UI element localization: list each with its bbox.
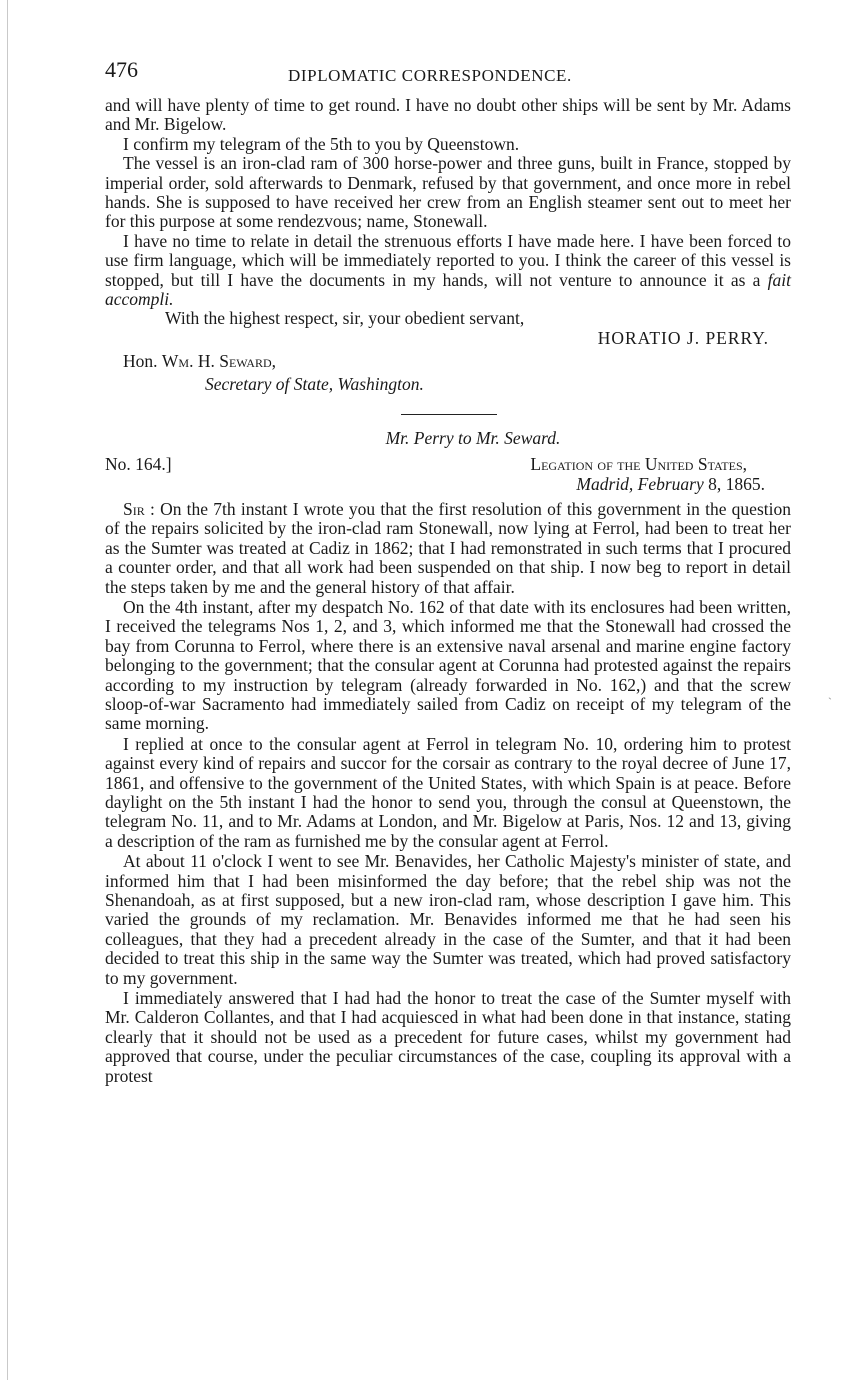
addressee-prefix: Hon. bbox=[123, 351, 162, 372]
paragraph bbox=[105, 500, 791, 597]
page-header bbox=[105, 57, 791, 96]
document-page bbox=[105, 57, 791, 1086]
paragraph: I confirm my telegram of the 5th to you by Queenstown. bbox=[123, 133, 520, 154]
paragraph: I immediately answered that I had had the honor to treat the case of the Sumter myself with Mr. Calderon Collantes, and that I had acquiesced in what had been done in that instance, stating clearly that it should not be used as a precedent for future cases, whilst my government had approved that course, under the peculiar circumstances of the case, coupling its approval with a protest bbox=[105, 988, 791, 1086]
salutation: Sir : bbox=[123, 498, 155, 519]
dateline bbox=[105, 475, 765, 494]
signature: HORATIO J. PERRY. bbox=[597, 327, 769, 348]
letter-perry-to-seward bbox=[105, 429, 791, 1086]
paragraph-text: On the 7th instant I wrote you that the first resolution of this government in the question of the repairs solicited by the iron-clad ram Stonewall, now lying at Ferrol, had been to treat her as the Sumter was treated at Cadiz in 1862; that I had remonstrated in such terms that I procured a counter order, and that all work had been suspended on that ship. I now beg to report in detail the steps taken by me and the general history of that affair. bbox=[105, 498, 791, 597]
paragraph: At about 11 o'clock I went to see Mr. Benavides, her Catholic Majesty's minister of state, and informed him that I had been misinformed the day before; that the rebel ship was not the Shenandoah, as at first supposed, but a new iron-clad ram, whose description I gave him. This varied the grounds of my reclamation. Mr. Benavides informed me that he had seen his colleagues, that they had a precedent already in the case of the Sumter, and that it had been decided to treat this ship in the same way the Sumter was treated, which had proved satisfactory to my government. bbox=[105, 851, 791, 988]
margin-speck: ˏ bbox=[828, 686, 832, 700]
letter-continuation bbox=[105, 96, 791, 394]
paragraph-text: I have no time to relate in detail the strenuous efforts I have made here. I have been forced to use firm language, which will be immediately reported to you. I think the career of this vessel is stopped, but till I have the documents in my hands, will not venture to announce it as a bbox=[105, 230, 791, 290]
legation-line: Legation of the United States, bbox=[530, 453, 747, 474]
paragraph: The vessel is an iron-clad ram of 300 horse-power and three guns, built in France, stopped by imperial order, sold afterwards to Denmark, refused by that government, and once more in rebel hands. She is supposed to have received her crew from an English steamer sent out to meet her for this purpose at some rendezvous; name, Stonewall. bbox=[105, 153, 791, 232]
letter-heading: Mr. Perry to Mr. Seward. bbox=[385, 428, 561, 449]
addressee-title-part: State, Washington. bbox=[289, 373, 424, 394]
paragraph bbox=[105, 232, 791, 310]
letter-body bbox=[105, 500, 791, 1086]
addressee-title-part: of bbox=[275, 373, 290, 394]
addressee-title-part: Secretary bbox=[205, 373, 276, 394]
paragraph: I replied at once to the consular agent at Ferrol in telegram No. 10, ordering him to protest against every kind of repairs and succor for the corsair as contrary to the royal decree of June 17, 1861, and offensive to the government of the United States, with which Spain is at peace. Before daylight on the 5th instant I had the honor to send you, through the consul at Queenstown, the telegram No. 11, and to Mr. Adams at London, and Mr. Bigelow at Paris, Nos. 12 and 13, giving a description of the ram as furnished me by the consular agent at Ferrol. bbox=[105, 733, 791, 851]
dateline-place: Madrid, February bbox=[576, 473, 709, 494]
addressee-title bbox=[105, 375, 791, 394]
running-title: DIPLOMATIC CORRESPONDENCE. bbox=[288, 66, 572, 85]
paragraph: On the 4th instant, after my despatch No. 162 of that date with its enclosures had been written, I received the telegrams Nos 1, 2, and 3, which informed me that the Stonewall had crossed the bay from Corunna to Ferrol, where there is an extensive naval arsenal and marine engine factory belonging to the government; that the consular agent at Corunna had protested against the repairs according to my instruction by telegram (already forwarded in No. 162,) and that the screw sloop-of-war Sacramento had immediately sailed from Cadiz on receipt of my telegram of the same morning. bbox=[105, 596, 791, 734]
addressee bbox=[105, 352, 791, 371]
italic-phrase: fait accompli. bbox=[105, 269, 791, 310]
section-divider bbox=[401, 414, 497, 415]
closing-line: With the highest respect, sir, your obedient servant, bbox=[165, 308, 525, 329]
addressee-name: Wm. H. Seward, bbox=[161, 351, 276, 372]
dateline-date: 8, 1865. bbox=[708, 473, 765, 494]
paragraph: and will have plenty of time to get round. I have no doubt other ships will be sent by Mr. Adams and Mr. Bigelow. bbox=[105, 95, 791, 135]
letter-meta bbox=[105, 453, 791, 473]
page-number: 476 bbox=[105, 57, 138, 82]
page-edge-line bbox=[7, 0, 8, 1380]
dispatch-number: No. 164.] bbox=[105, 453, 172, 474]
